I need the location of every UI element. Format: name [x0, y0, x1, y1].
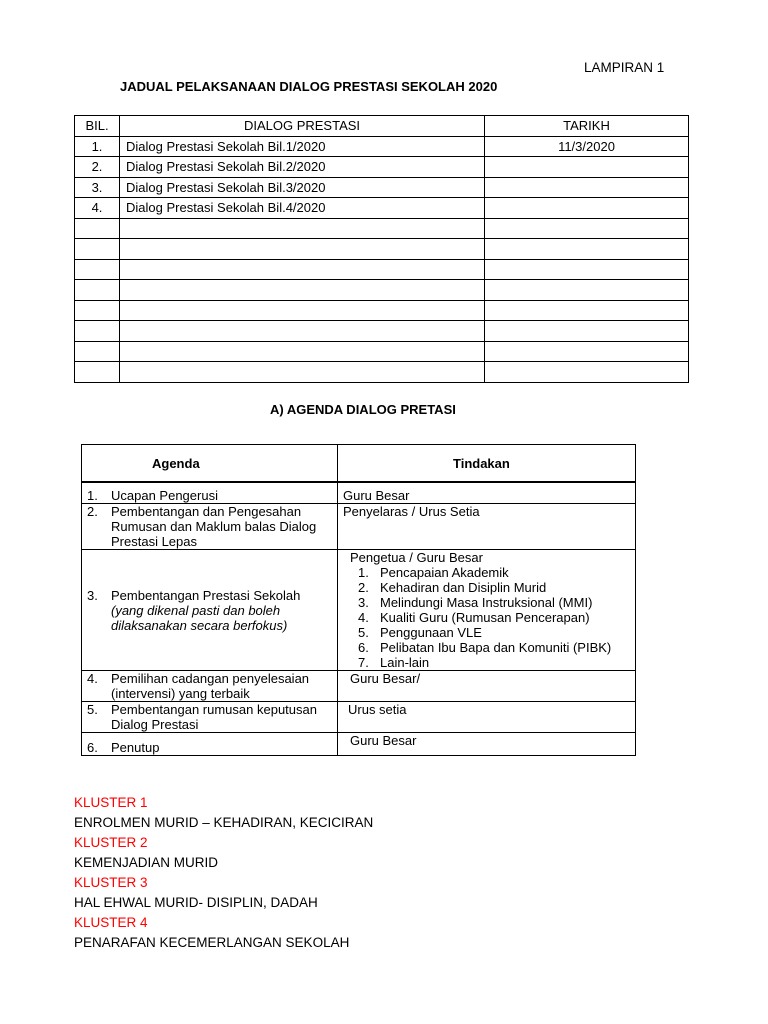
agenda-number: 5.: [87, 702, 98, 717]
agenda-row: [82, 550, 636, 671]
agenda-row: [82, 482, 636, 504]
table-row: [75, 177, 689, 198]
agenda-text: Pembentangan Prestasi Sekolah: [111, 587, 301, 603]
row-number: 1.: [75, 136, 120, 157]
list-item: 4. Kualiti Guru (Rumusan Pencerapan): [358, 610, 590, 625]
row-number: 4.: [75, 198, 120, 219]
dialog-name: Dialog Prestasi Sekolah Bil.4/2020: [120, 198, 485, 219]
cluster-1-label: KLUSTER 1: [74, 795, 148, 810]
document-title: JADUAL PELAKSANAAN DIALOG PRESTASI SEKOLAH 2020: [120, 79, 498, 94]
agenda-number: 2.: [87, 504, 98, 519]
empty-row: [75, 362, 689, 383]
list-item: 3. Melindungi Masa Instruksional (MMI): [358, 595, 593, 610]
agenda-row: [82, 504, 636, 550]
agenda-note: (yang dikenal pasti dan boleh dilaksanakan secara berfokus): [111, 602, 288, 633]
list-item: 6. Pelibatan Ibu Bapa dan Komuniti (PIBK): [358, 640, 612, 655]
agenda-action: Penyelaras / Urus Setia: [343, 504, 480, 519]
row-number: 3.: [75, 177, 120, 198]
dialog-date: 11/3/2020: [485, 136, 689, 157]
agenda-action: Guru Besar: [350, 733, 417, 748]
schedule-header-row: [75, 116, 689, 137]
empty-row: [75, 300, 689, 321]
agenda-number: 4.: [87, 671, 98, 686]
empty-row: [75, 259, 689, 280]
list-item: 7. Lain-lain: [358, 655, 430, 670]
dialog-name: Dialog Prestasi Sekolah Bil.3/2020: [120, 177, 485, 198]
cluster-4-desc: PENARAFAN KECEMERLANGAN SEKOLAH: [74, 935, 350, 950]
agenda-row: [82, 671, 636, 702]
agenda-action: Pengetua / Guru Besar: [350, 550, 483, 565]
agenda-number: 6.: [87, 740, 98, 755]
agenda-text: Pembentangan rumusan keputusan Dialog Prestasi: [111, 702, 317, 732]
agenda-row: [82, 702, 636, 733]
attachment-label: LAMPIRAN 1: [584, 60, 665, 75]
agenda-table: [81, 444, 636, 756]
empty-row: [75, 239, 689, 260]
dialog-name: Dialog Prestasi Sekolah Bil.2/2020: [120, 157, 485, 178]
cluster-2-label: KLUSTER 2: [74, 835, 148, 850]
dialog-date: [485, 157, 689, 178]
dialog-date: [485, 177, 689, 198]
header-agenda: Agenda: [82, 445, 338, 483]
header-bil: BIL.: [75, 116, 120, 137]
empty-row: [75, 321, 689, 342]
dialog-date: [485, 198, 689, 219]
list-item: 1. Pencapaian Akademik: [358, 565, 509, 580]
table-row: [75, 157, 689, 178]
schedule-table: [74, 115, 689, 383]
empty-row: [75, 218, 689, 239]
table-row: [75, 198, 689, 219]
list-item: 5. Penggunaan VLE: [358, 625, 482, 640]
agenda-action: Urus setia: [348, 702, 407, 717]
section-title: A) AGENDA DIALOG PRETASI: [270, 402, 456, 417]
cluster-3-desc: HAL EHWAL MURID- DISIPLIN, DADAH: [74, 895, 318, 910]
empty-row: [75, 280, 689, 301]
agenda-text: Ucapan Pengerusi: [111, 488, 218, 503]
agenda-row: [82, 733, 636, 756]
list-item: 2. Kehadiran dan Disiplin Murid: [358, 580, 547, 595]
header-tarikh: TARIKH: [485, 116, 689, 137]
header-tindakan: Tindakan: [338, 445, 636, 483]
agenda-text: Penutup: [111, 740, 160, 755]
dialog-name: Dialog Prestasi Sekolah Bil.1/2020: [120, 136, 485, 157]
agenda-number: 1.: [87, 488, 98, 503]
agenda-text: Pembentangan dan Pengesahan Rumusan dan Maklum balas Dialog Prestasi Lepas: [111, 504, 317, 549]
cluster-1-desc: ENROLMEN MURID – KEHADIRAN, KECICIRAN: [74, 815, 374, 830]
row-number: 2.: [75, 157, 120, 178]
agenda-number: 3.: [87, 587, 98, 603]
header-dialog: DIALOG PRESTASI: [120, 116, 485, 137]
empty-row: [75, 341, 689, 362]
cluster-4-label: KLUSTER 4: [74, 915, 148, 930]
cluster-3-label: KLUSTER 3: [74, 875, 148, 890]
table-row: [75, 136, 689, 157]
agenda-action: Guru Besar/: [350, 671, 421, 686]
agenda-action: Guru Besar: [343, 488, 410, 503]
agenda-text: Pemilihan cadangan penyelesaian (intervensi) yang terbaik: [111, 671, 310, 701]
agenda-header-row: [82, 445, 636, 483]
cluster-2-desc: KEMENJADIAN MURID: [74, 855, 219, 870]
